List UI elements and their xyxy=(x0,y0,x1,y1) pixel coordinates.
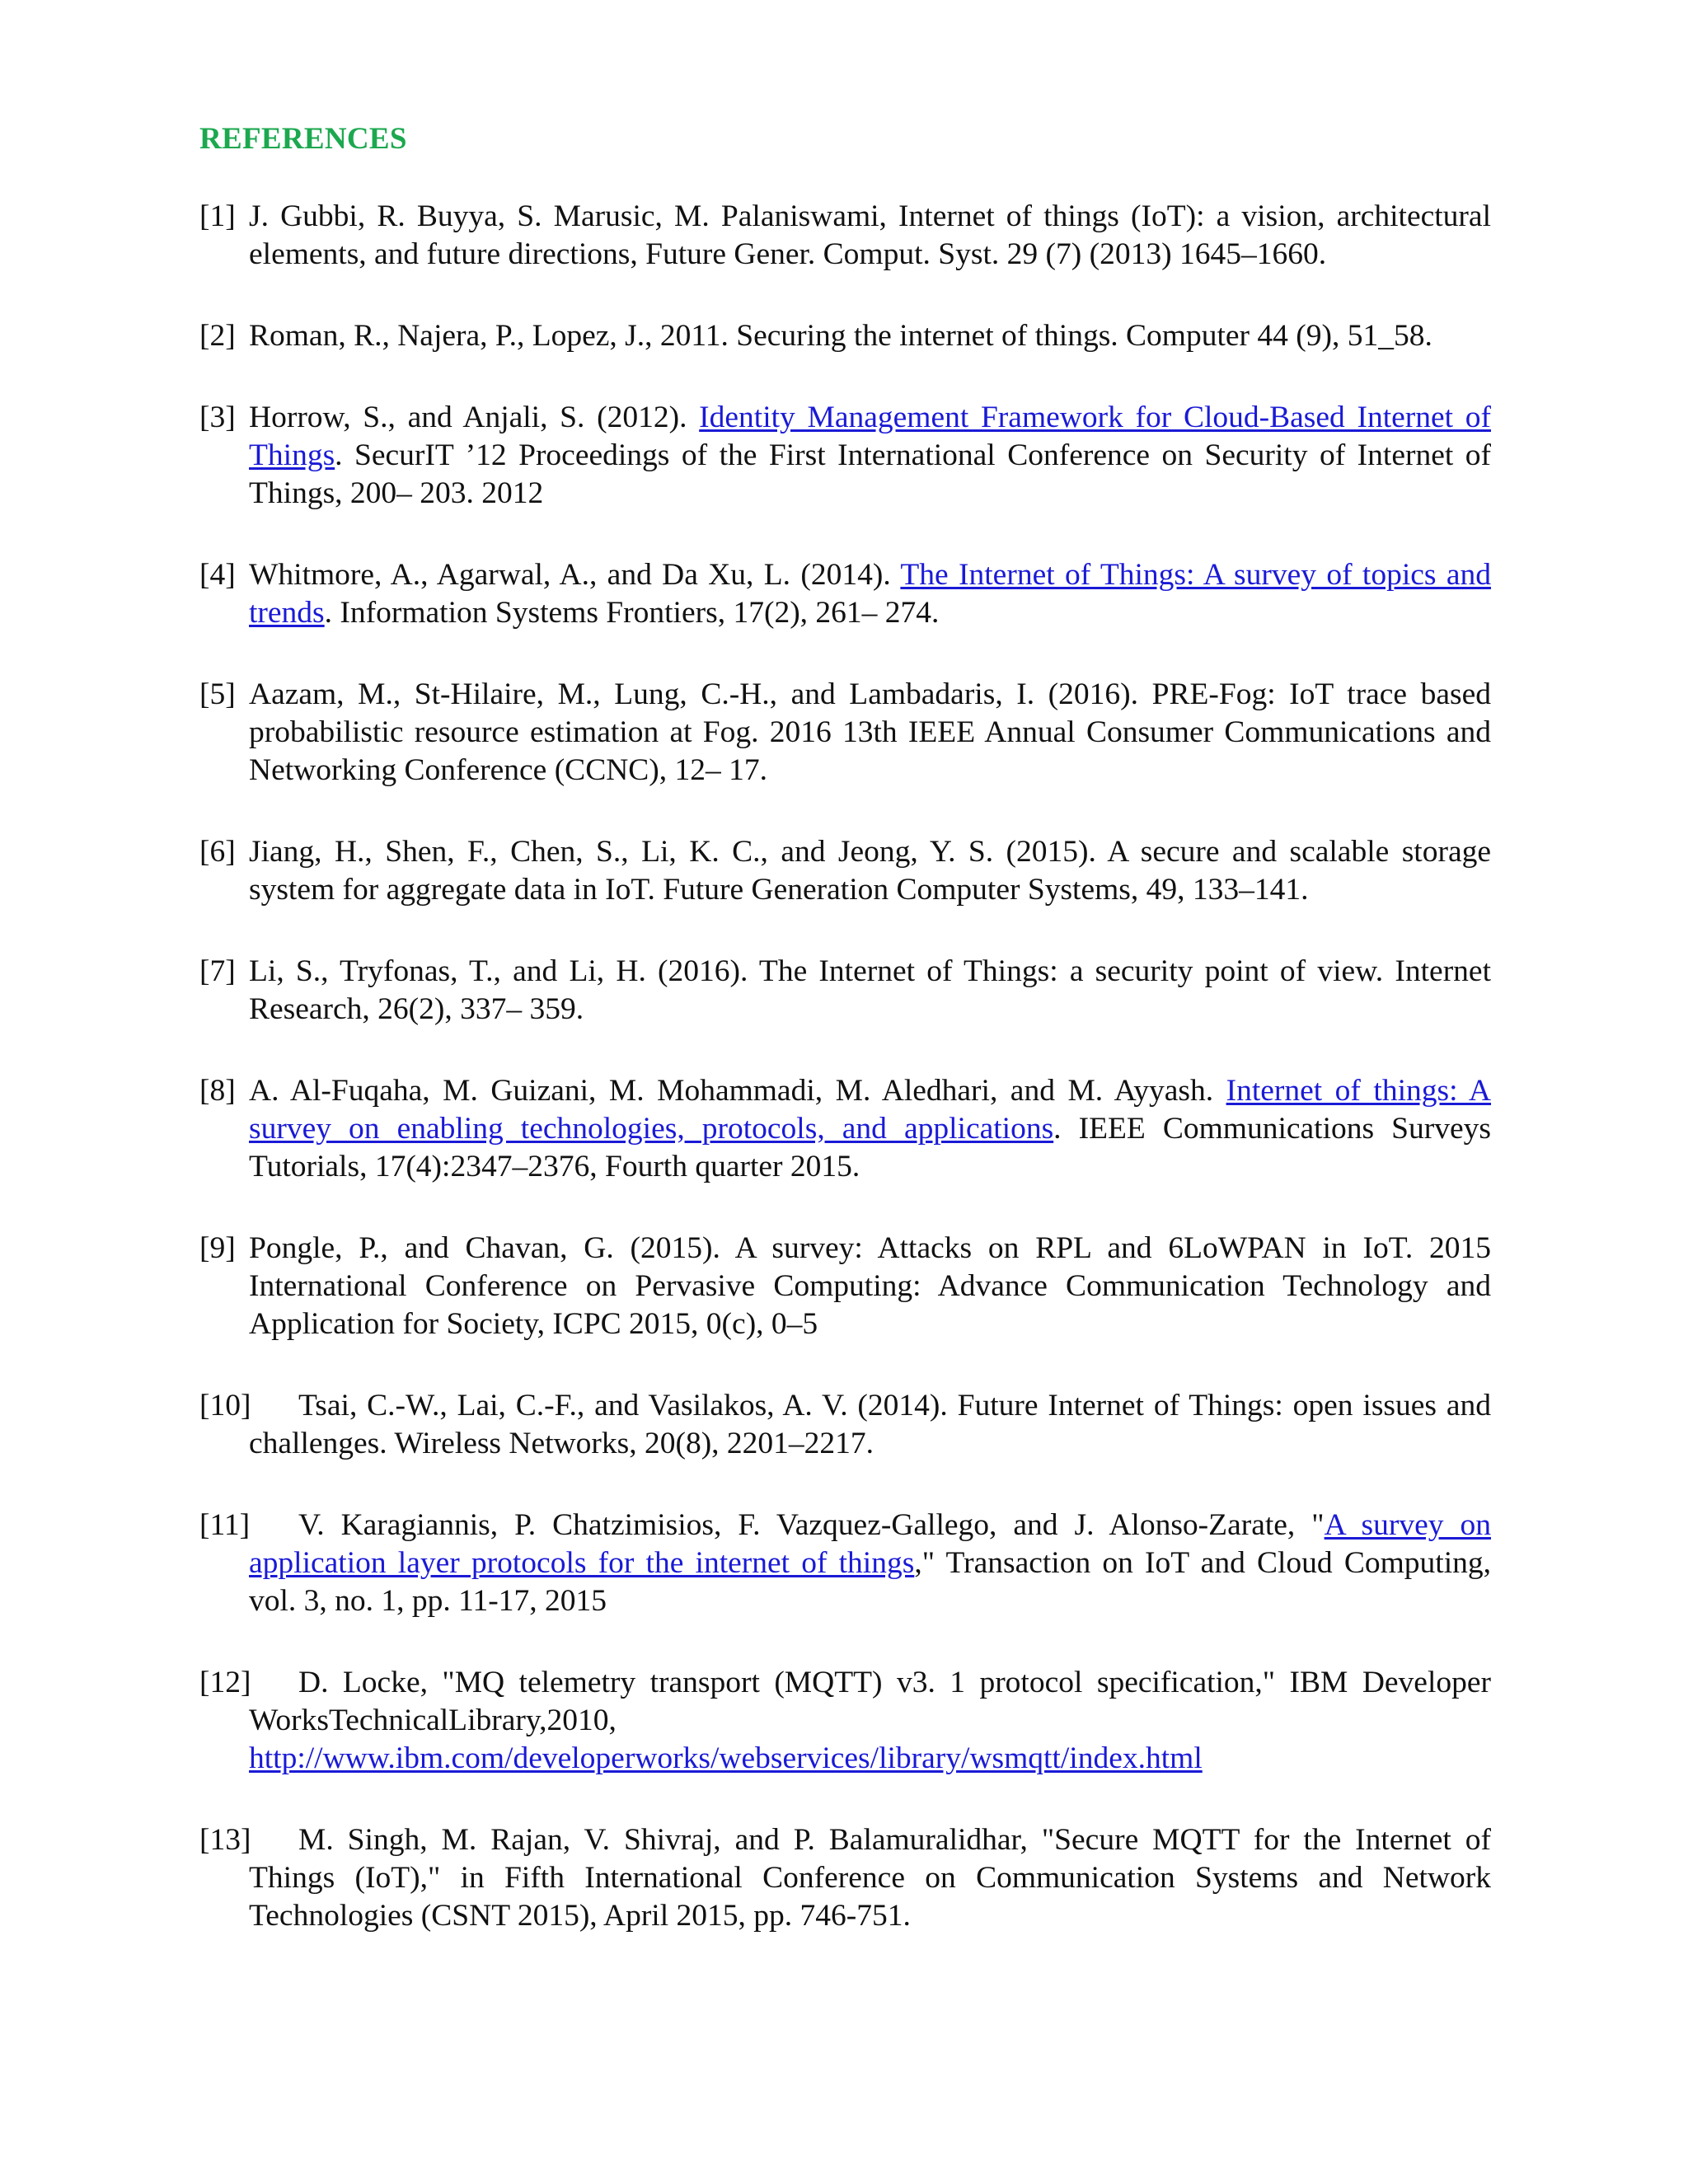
reference-item xyxy=(199,953,1491,1029)
reference-number: [5] xyxy=(199,677,236,711)
reference-item xyxy=(199,833,1491,909)
reference-number: [7] xyxy=(199,954,236,988)
reference-text: Tsai, C.-W., Lai, C.-F., and Vasilakos, A. V. (2014). Future Internet of Things: open issues and challenges. Wireless Networks, 20(8), 2201–2217. xyxy=(249,1389,1491,1460)
reference-text: Horrow, S., and Anjali, S. (2012). xyxy=(249,401,700,434)
reference-number: [1] xyxy=(199,199,236,233)
reference-number: [6] xyxy=(199,835,236,869)
reference-item xyxy=(199,317,1491,355)
reference-item xyxy=(199,1821,1491,1935)
reference-text: Jiang, H., Shen, F., Chen, S., Li, K. C., and Jeong, Y. S. (2015). A secure and scalable storage system for aggregate data in IoT. Future Generation Computer Systems, 49, 133–141. xyxy=(249,835,1491,907)
reference-item xyxy=(199,556,1491,632)
reference-number: [9] xyxy=(199,1231,236,1265)
reference-item xyxy=(199,676,1491,790)
reference-text-tail: ," Transaction on IoT and Cloud Computing, vol. 3, no. 1, pp. 11-17, 2015 xyxy=(249,1546,1491,1618)
reference-number: [3] xyxy=(199,401,236,434)
reference-item xyxy=(199,1507,1491,1620)
reference-item xyxy=(199,1230,1491,1343)
reference-number: [10] xyxy=(199,1389,251,1422)
reference-item xyxy=(199,198,1491,274)
reference-list xyxy=(199,198,1491,1979)
reference-text: A. Al-Fuqaha, M. Guizani, M. Mohammadi, M. Aledhari, and M. Ayyash. xyxy=(249,1074,1226,1108)
reference-text: Whitmore, A., Agarwal, A., and Da Xu, L. (2014). xyxy=(249,558,901,592)
reference-item xyxy=(199,1387,1491,1463)
reference-item xyxy=(199,1664,1491,1778)
reference-number: [4] xyxy=(199,558,236,592)
reference-text-tail: . Information Systems Frontiers, 17(2), 261– 274. xyxy=(324,596,940,630)
reference-text: J. Gubbi, R. Buyya, S. Marusic, M. Palaniswami, Internet of things (IoT): a vision, architectural elements, and future directions, Future Gener. Comput. Syst. 29 (7) (2013) 1645–1660. xyxy=(249,199,1491,271)
reference-item xyxy=(199,399,1491,513)
reference-link[interactable]: A survey on application layer protocols for the internet of things xyxy=(249,1508,1491,1580)
reference-item xyxy=(199,1072,1491,1186)
reference-text: Roman, R., Najera, P., Lopez, J., 2011. Securing the internet of things. Computer 44 (9), 51_58. xyxy=(249,319,1432,353)
reference-text: M. Singh, M. Rajan, V. Shivraj, and P. Balamuralidhar, "Secure MQTT for the Internet of Things (IoT)," in Fifth International Conference on Communication Systems and Network Technologies (CSNT 2015), April 2015, pp. 746-751. xyxy=(249,1823,1491,1933)
reference-link[interactable]: Identity Management Framework for Cloud-Based Internet of Things xyxy=(249,401,1491,472)
reference-text: Aazam, M., St-Hilaire, M., Lung, C.-H., and Lambadaris, I. (2016). PRE-Fog: IoT trace based probabilistic resource estimation at Fog. 2016 13th IEEE Annual Consumer Communications and Networking Conference (CCNC), 12– 17. xyxy=(249,677,1491,787)
reference-text-tail: . IEEE Communications Surveys Tutorials, 17(4):2347–2376, Fourth quarter 2015. xyxy=(249,1112,1492,1183)
references-heading: REFERENCES xyxy=(199,122,407,156)
reference-number: [13] xyxy=(199,1823,251,1857)
reference-number: [12] xyxy=(199,1666,251,1699)
reference-text: D. Locke, "MQ telemetry transport (MQTT) v3. 1 protocol specification," IBM Developer WorksTechnicalLibrary,2010, xyxy=(249,1666,1491,1737)
reference-link[interactable]: Internet of things: A survey on enabling technologies, protocols, and applications xyxy=(249,1074,1491,1146)
reference-link[interactable]: The Internet of Things: A survey of topics and trends xyxy=(249,558,1491,630)
reference-link[interactable]: http://www.ibm.com/developerworks/webservices/library/wsmqtt/index.html xyxy=(249,1741,1203,1775)
reference-text-tail: . SecurIT ’12 Proceedings of the First International Conference on Security of Internet of Things, 200– 203. 2012 xyxy=(249,438,1491,510)
reference-number: [11] xyxy=(199,1508,251,1542)
reference-number: [2] xyxy=(199,319,236,353)
reference-text: Li, S., Tryfonas, T., and Li, H. (2016). The Internet of Things: a security point of view. Internet Research, 26(2), 337– 359. xyxy=(249,954,1491,1026)
reference-text: Pongle, P., and Chavan, G. (2015). A survey: Attacks on RPL and 6LoWPAN in IoT. 2015 International Conference on Pervasive Computing: Advance Communication Technology and Application for Society, ICPC 2015, 0(c), 0–5 xyxy=(249,1231,1491,1341)
reference-number: [8] xyxy=(199,1074,236,1108)
reference-text: V. Karagiannis, P. Chatzimisios, F. Vazquez-Gallego, and J. Alonso-Zarate, " xyxy=(298,1508,1325,1542)
